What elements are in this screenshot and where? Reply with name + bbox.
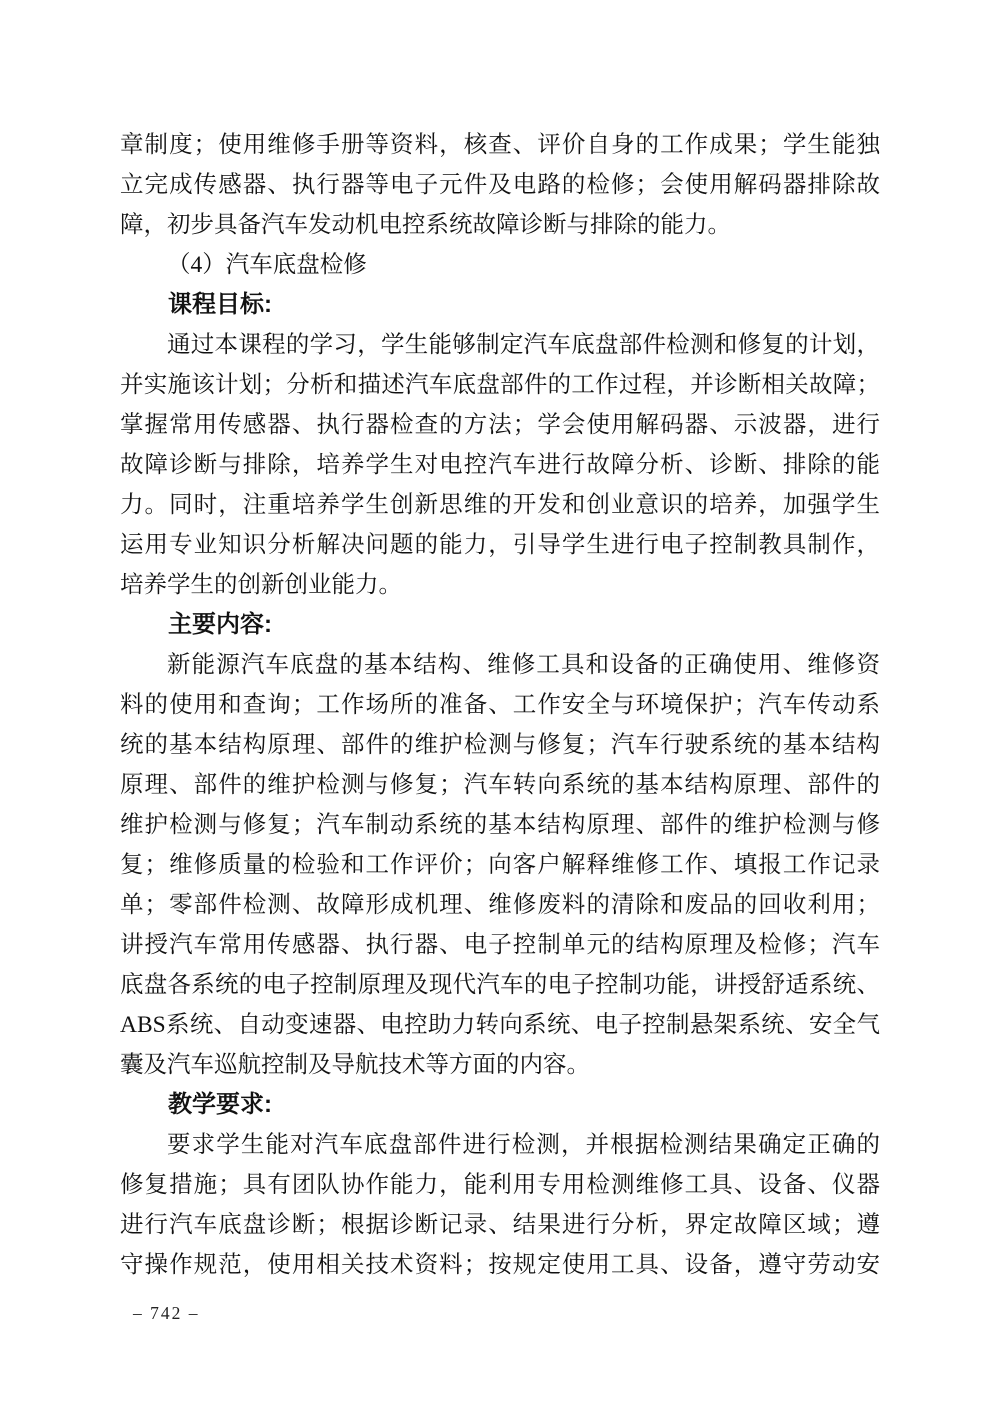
text-line: 要求学生能对汽车底盘部件进行检测，并根据检测结果确定正确的	[167, 1132, 880, 1158]
text-line: 新能源汽车底盘的基本结构、维修工具和设备的正确使用、维修资	[167, 652, 880, 678]
paragraph-main-content	[120, 645, 880, 1085]
heading-main-content	[120, 605, 880, 645]
text-line: 进行汽车底盘诊断；根据诊断记录、结果进行分析，界定故障区域；遵	[120, 1212, 880, 1238]
text-line: 单；零部件检测、故障形成机理、维修废料的清除和废品的回收利用；	[120, 892, 880, 918]
text-line: 运用专业知识分析解决问题的能力，引导学生进行电子控制教具制作，	[120, 532, 880, 558]
text-line: 囊及汽车巡航控制及导航技术等方面的内容。	[120, 1052, 590, 1078]
text-line: 主要内容:	[168, 611, 272, 638]
text-line: （4）汽车底盘检修	[167, 252, 367, 278]
text-line: ABS系统、自动变速器、电控助力转向系统、电子控制悬架系统、安全气	[120, 1012, 880, 1038]
text-line: 复；维修质量的检验和工作评价；向客户解释维修工作、填报工作记录	[120, 852, 880, 878]
paragraph-course-objectives	[120, 325, 880, 605]
text-line: 讲授汽车常用传感器、执行器、电子控制单元的结构原理及检修；汽车	[120, 932, 880, 958]
text-line: 通过本课程的学习，学生能够制定汽车底盘部件检测和修复的计划，	[167, 332, 880, 358]
text-line: 料的使用和查询；工作场所的准备、工作安全与环境保护；汽车传动系	[120, 692, 880, 718]
text-line: 并实施该计划；分析和描述汽车底盘部件的工作过程，并诊断相关故障；	[120, 372, 880, 398]
text-line: 课程目标:	[168, 291, 272, 318]
paragraph-teaching-requirements	[120, 1125, 880, 1285]
text-line: 立完成传感器、执行器等电子元件及电路的检修；会使用解码器排除故	[120, 172, 880, 198]
text-line: 掌握常用传感器、执行器检查的方法；学会使用解码器、示波器，进行	[120, 412, 880, 438]
paragraph-continued-engine-course	[120, 125, 880, 245]
text-line: 障，初步具备汽车发动机电控系统故障诊断与排除的能力。	[120, 212, 731, 238]
page-number: – 742 –	[133, 1303, 200, 1323]
text-line: 统的基本结构原理、部件的维护检测与修复；汽车行驶系统的基本结构	[120, 732, 880, 758]
text-line: 故障诊断与排除，培养学生对电控汽车进行故障分析、诊断、排除的能	[120, 452, 880, 478]
heading-course-objectives	[120, 285, 880, 325]
document-body	[120, 125, 880, 1285]
text-line: 底盘各系统的电子控制原理及现代汽车的电子控制功能，讲授舒适系统、	[120, 972, 880, 998]
text-line: 维护检测与修复；汽车制动系统的基本结构原理、部件的维护检测与修	[120, 812, 880, 838]
text-line: 章制度；使用维修手册等资料，核查、评价自身的工作成果；学生能独	[120, 132, 880, 158]
text-line: 教学要求:	[168, 1091, 272, 1118]
text-line: 守操作规范，使用相关技术资料；按规定使用工具、设备，遵守劳动安	[120, 1252, 880, 1278]
text-line: 原理、部件的维护检测与修复；汽车转向系统的基本结构原理、部件的	[120, 772, 880, 798]
subsection-item-chassis-repair	[120, 245, 880, 285]
text-line: 培养学生的创新创业能力。	[120, 572, 402, 598]
heading-teaching-requirements	[120, 1085, 880, 1125]
text-line: 修复措施；具有团队协作能力，能利用专用检测维修工具、设备、仪器	[120, 1172, 880, 1198]
text-line: 力。同时，注重培养学生创新思维的开发和创业意识的培养，加强学生	[120, 492, 880, 518]
